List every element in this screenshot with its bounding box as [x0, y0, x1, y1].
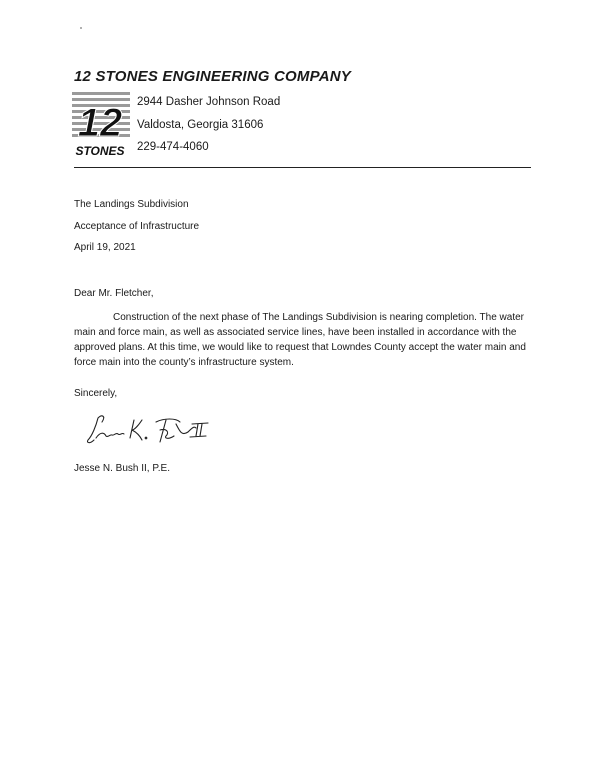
salutation: Dear Mr. Fletcher, — [74, 288, 154, 299]
letter-subject: Acceptance of Infrastructure — [74, 221, 200, 232]
handwritten-signature — [84, 410, 214, 450]
company-logo — [72, 92, 130, 158]
letter-date: April 19, 2021 — [74, 242, 136, 253]
phone-number: 229-474-4060 — [137, 141, 209, 153]
signatory-name: Jesse N. Bush II, P.E. — [74, 463, 170, 474]
scan-speck — [80, 27, 82, 29]
letterhead-divider — [74, 167, 531, 168]
company-name: 12 STONES ENGINEERING COMPANY — [74, 68, 351, 85]
closing: Sincerely, — [74, 388, 118, 399]
logo-number: 12 — [77, 101, 123, 145]
letter-body: Construction of the next phase of The Landings Subdivision is nearing completion. The water main and force main, as well as associated service lines, have been installed in accordance with the approved plans. At this time, we would like to request that Lowndes County accept the water main and force main into the county’s infrastructure system. — [74, 312, 526, 368]
project-name: The Landings Subdivision — [74, 199, 189, 210]
logo-word: STONES — [75, 144, 125, 158]
address-city: Valdosta, Georgia 31606 — [137, 119, 264, 131]
address-street: 2944 Dasher Johnson Road — [137, 96, 281, 108]
